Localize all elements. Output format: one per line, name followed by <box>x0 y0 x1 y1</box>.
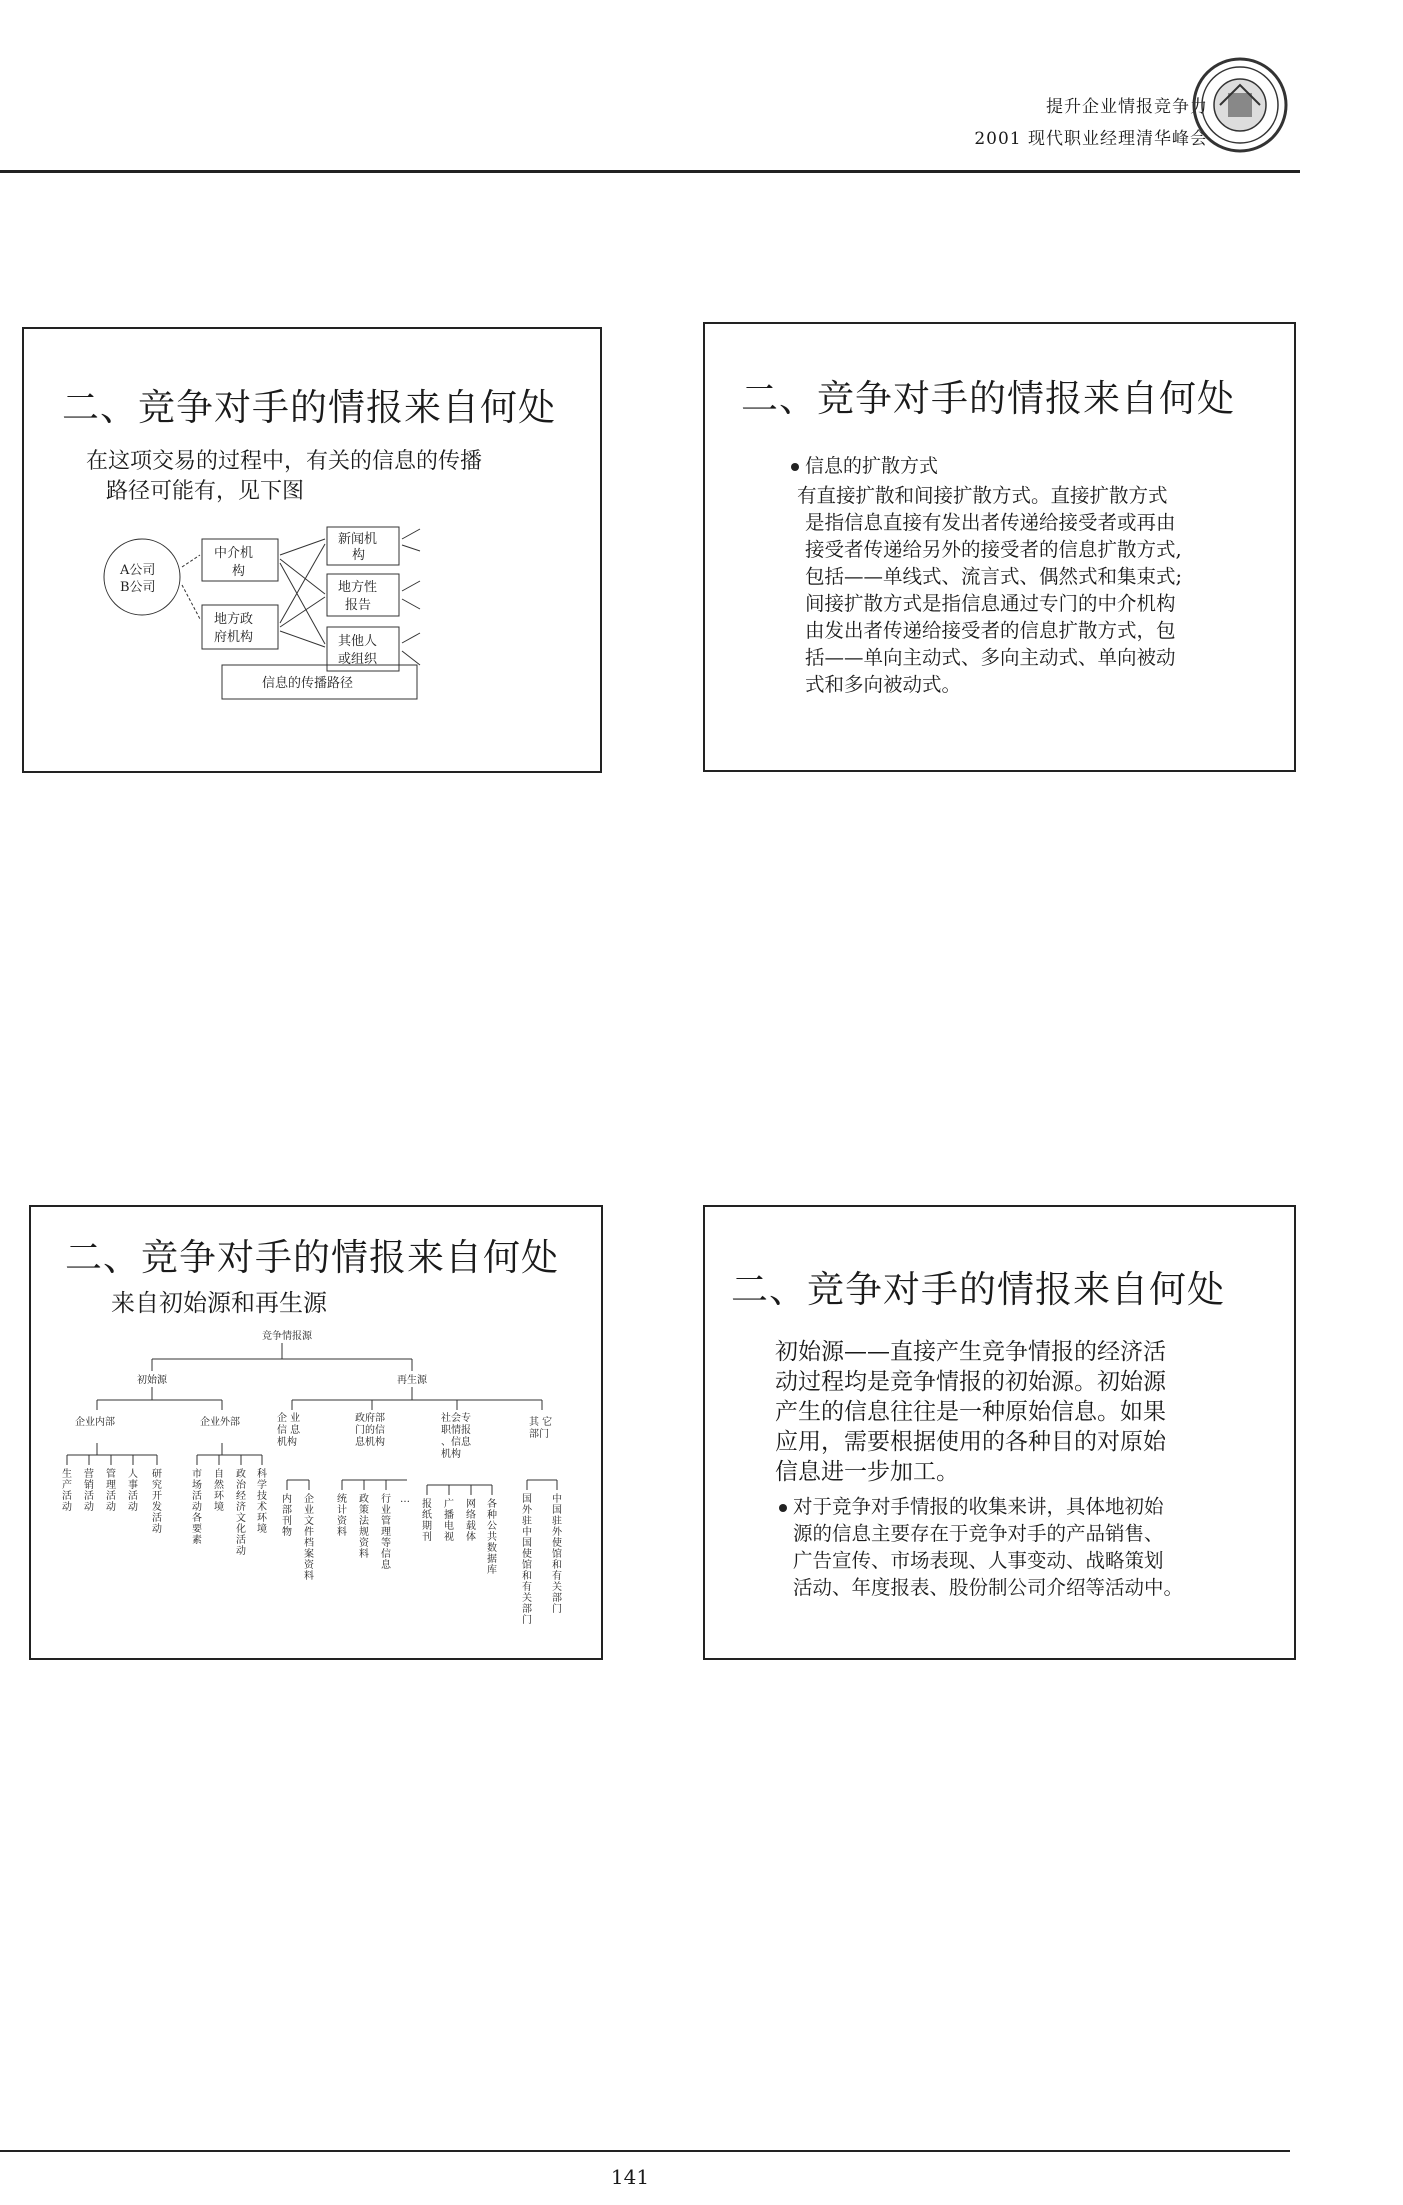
university-seal-icon <box>1190 55 1290 155</box>
source-b-label: B公司 <box>120 580 156 595</box>
news-org-label-2: 构 <box>352 548 366 563</box>
tree-org-1-line: 机构 <box>277 1437 297 1448</box>
slide-3-title: 二、竞争对手的情报来自何处 <box>65 1236 559 1279</box>
footer-rule <box>0 2150 1290 2152</box>
slide-4-para-line: 应用，需要根据使用的各种目的对原始 <box>775 1429 1166 1455</box>
slide-1-intro-line-1: 在这项交易的过程中，有关的信息的传播 <box>86 449 483 474</box>
others-label-2: 或组织 <box>338 652 378 667</box>
tree-leaf-label: … <box>400 1494 410 1505</box>
slide-1-title: 二、竞争对手的情报来自何处 <box>62 386 556 429</box>
tree-org-1-line: 企 业 <box>277 1413 301 1424</box>
tree-leaf-label: 研究开发活动 <box>152 1469 162 1535</box>
tree-leaf-label: 政治经济文化活动 <box>236 1469 246 1557</box>
tree-org-3-line: 、信息 <box>441 1437 471 1448</box>
intermediary-label-1: 中介机 <box>214 546 254 561</box>
slide-3-subtitle: 来自初始源和再生源 <box>111 1289 327 1317</box>
tree-enterprise-inner: 企业内部 <box>75 1417 115 1428</box>
tree-leaf-label: 自然环境 <box>214 1469 224 1513</box>
slide-4-para-line: 产生的信息往往是一种原始信息。如果 <box>775 1399 1166 1425</box>
tree-org-3-line: 职情报 <box>441 1425 471 1436</box>
local-gov-label-2: 府机构 <box>214 630 254 645</box>
slide-2-bullet-text: 信息的扩散方式 <box>805 455 939 477</box>
slide-2-line: 接受者传递给另外的接受者的信息扩散方式, <box>805 538 1182 561</box>
tree-org-4-line: 其 它 <box>529 1417 553 1428</box>
slide-2-line: 是指信息直接有发出者传递给接受者或再由 <box>805 511 1176 534</box>
tree-leaf-label: 企业文件档案资料 <box>304 1494 314 1582</box>
tree-leaf-label: 科学技术环境 <box>257 1469 267 1535</box>
source-a-label: A公司 <box>120 563 156 578</box>
slide-4-para-line: 动过程均是竞争情报的初始源。初始源 <box>775 1369 1166 1395</box>
tree-leaf-label: 国外驻中国使馆和有关部门 <box>522 1494 532 1626</box>
tree-leaf-label: 报纸期刊 <box>422 1499 432 1543</box>
tree-org-1-line: 信 息 <box>277 1425 301 1436</box>
slide-2-line: 括——单向主动式、多向主动式、单向被动 <box>805 646 1176 669</box>
tree-enterprise-outer: 企业外部 <box>200 1417 240 1428</box>
local-gov-label-1: 地方政 <box>214 612 254 627</box>
tree-root: 竞争情报源 <box>262 1331 312 1342</box>
tree-org-4-line: 部门 <box>529 1429 549 1440</box>
slide-4-bullet-line: 活动、年度报表、股份制公司介绍等活动中。 <box>793 1576 1184 1599</box>
others-label-1: 其他人 <box>338 634 378 649</box>
tree-leaf-label: 各种公共数据库 <box>487 1499 497 1576</box>
slide-2-bullet <box>791 452 938 481</box>
running-header-title: 提升企业情报竞争力 <box>1046 97 1208 117</box>
page-number: 141 <box>610 2165 650 2189</box>
bullet-icon <box>779 1504 787 1512</box>
slide-2-line: 式和多向被动式。 <box>805 673 962 696</box>
slide-2-body <box>797 482 1182 698</box>
slide-4-bullet-line: 对于竞争对手情报的收集来讲，具体地初始 <box>793 1495 1164 1518</box>
slide-4-title: 二、竞争对手的情报来自何处 <box>731 1268 1225 1311</box>
slide-4-bullet-line: 源的信息主要存在于竞争对手的产品销售、 <box>793 1522 1164 1545</box>
tree-secondary-source: 再生源 <box>397 1375 427 1386</box>
slide-2-line: 包括——单线式、流言式、偶然式和集束式; <box>805 565 1183 588</box>
tree-org-2-line: 息机构 <box>355 1437 385 1448</box>
slide-4-para-line: 初始源——直接产生竞争情报的经济活 <box>775 1339 1166 1365</box>
source-tree-diagram <box>37 1325 597 1655</box>
tree-org-2-line: 门的信 <box>355 1425 385 1436</box>
tree-org-3-line: 社会专 <box>441 1413 471 1424</box>
tree-leaf-label: 行业管理等信息 <box>381 1494 391 1571</box>
slide-4-para-line: 信息进一步加工。 <box>775 1459 959 1485</box>
header-rule <box>0 170 1300 173</box>
slide-4-bullet-block <box>779 1493 1183 1601</box>
tree-leaf-label: 政策法规资料 <box>359 1494 369 1560</box>
tree-leaf-label: 广播电视 <box>444 1499 454 1543</box>
slide-2-line: 由发出者传递给接受者的信息扩散方式，包 <box>805 619 1176 642</box>
diagram-caption: 信息的传播路径 <box>262 676 354 691</box>
slide-4-bullet-line: 广告宣传、市场表现、人事变动、战略策划 <box>793 1549 1164 1572</box>
running-header-subtitle: 2001 现代职业经理清华峰会 <box>974 129 1208 149</box>
intermediary-label-2: 构 <box>232 564 246 579</box>
tree-org-2-line: 政府部 <box>355 1413 385 1424</box>
tree-leaf-label: 人事活动 <box>128 1469 138 1513</box>
tree-leaf-label: 管理活动 <box>106 1469 116 1513</box>
news-org-label-1: 新闻机 <box>338 532 378 547</box>
slide-4 <box>703 1205 1296 1660</box>
slide-1 <box>22 327 602 773</box>
bullet-icon <box>791 463 799 471</box>
slide-1-intro-line-2: 路径可能有，见下图 <box>106 479 305 504</box>
slide-2-title: 二、竞争对手的情报来自何处 <box>741 377 1235 420</box>
tree-org-3-line: 机构 <box>441 1449 461 1460</box>
slide-2-line: 有直接扩散和间接扩散方式。直接扩散方式 <box>797 484 1168 507</box>
tree-leaf-label: 网络载体 <box>466 1499 476 1543</box>
slide-2-line: 间接扩散方式是指信息通过专门的中介机构 <box>805 592 1176 615</box>
tree-leaf-label: 营销活动 <box>84 1469 94 1513</box>
slide-3 <box>29 1205 603 1660</box>
tree-primary-source: 初始源 <box>137 1375 167 1386</box>
tree-leaf-label: 内部刊物 <box>282 1494 292 1538</box>
slide-4-paragraph <box>775 1337 1166 1487</box>
tree-leaf-label: 市场活动各要素 <box>192 1469 202 1546</box>
propagation-diagram <box>32 519 592 719</box>
local-report-label-2: 报告 <box>345 598 372 613</box>
slide-2 <box>703 322 1296 772</box>
local-report-label-1: 地方性 <box>338 580 378 595</box>
tree-leaf-label: 中国驻外使馆和有关部门 <box>552 1494 562 1615</box>
tree-leaf-label: 统计资料 <box>337 1494 347 1538</box>
tree-leaf-label: 生产活动 <box>62 1469 72 1513</box>
